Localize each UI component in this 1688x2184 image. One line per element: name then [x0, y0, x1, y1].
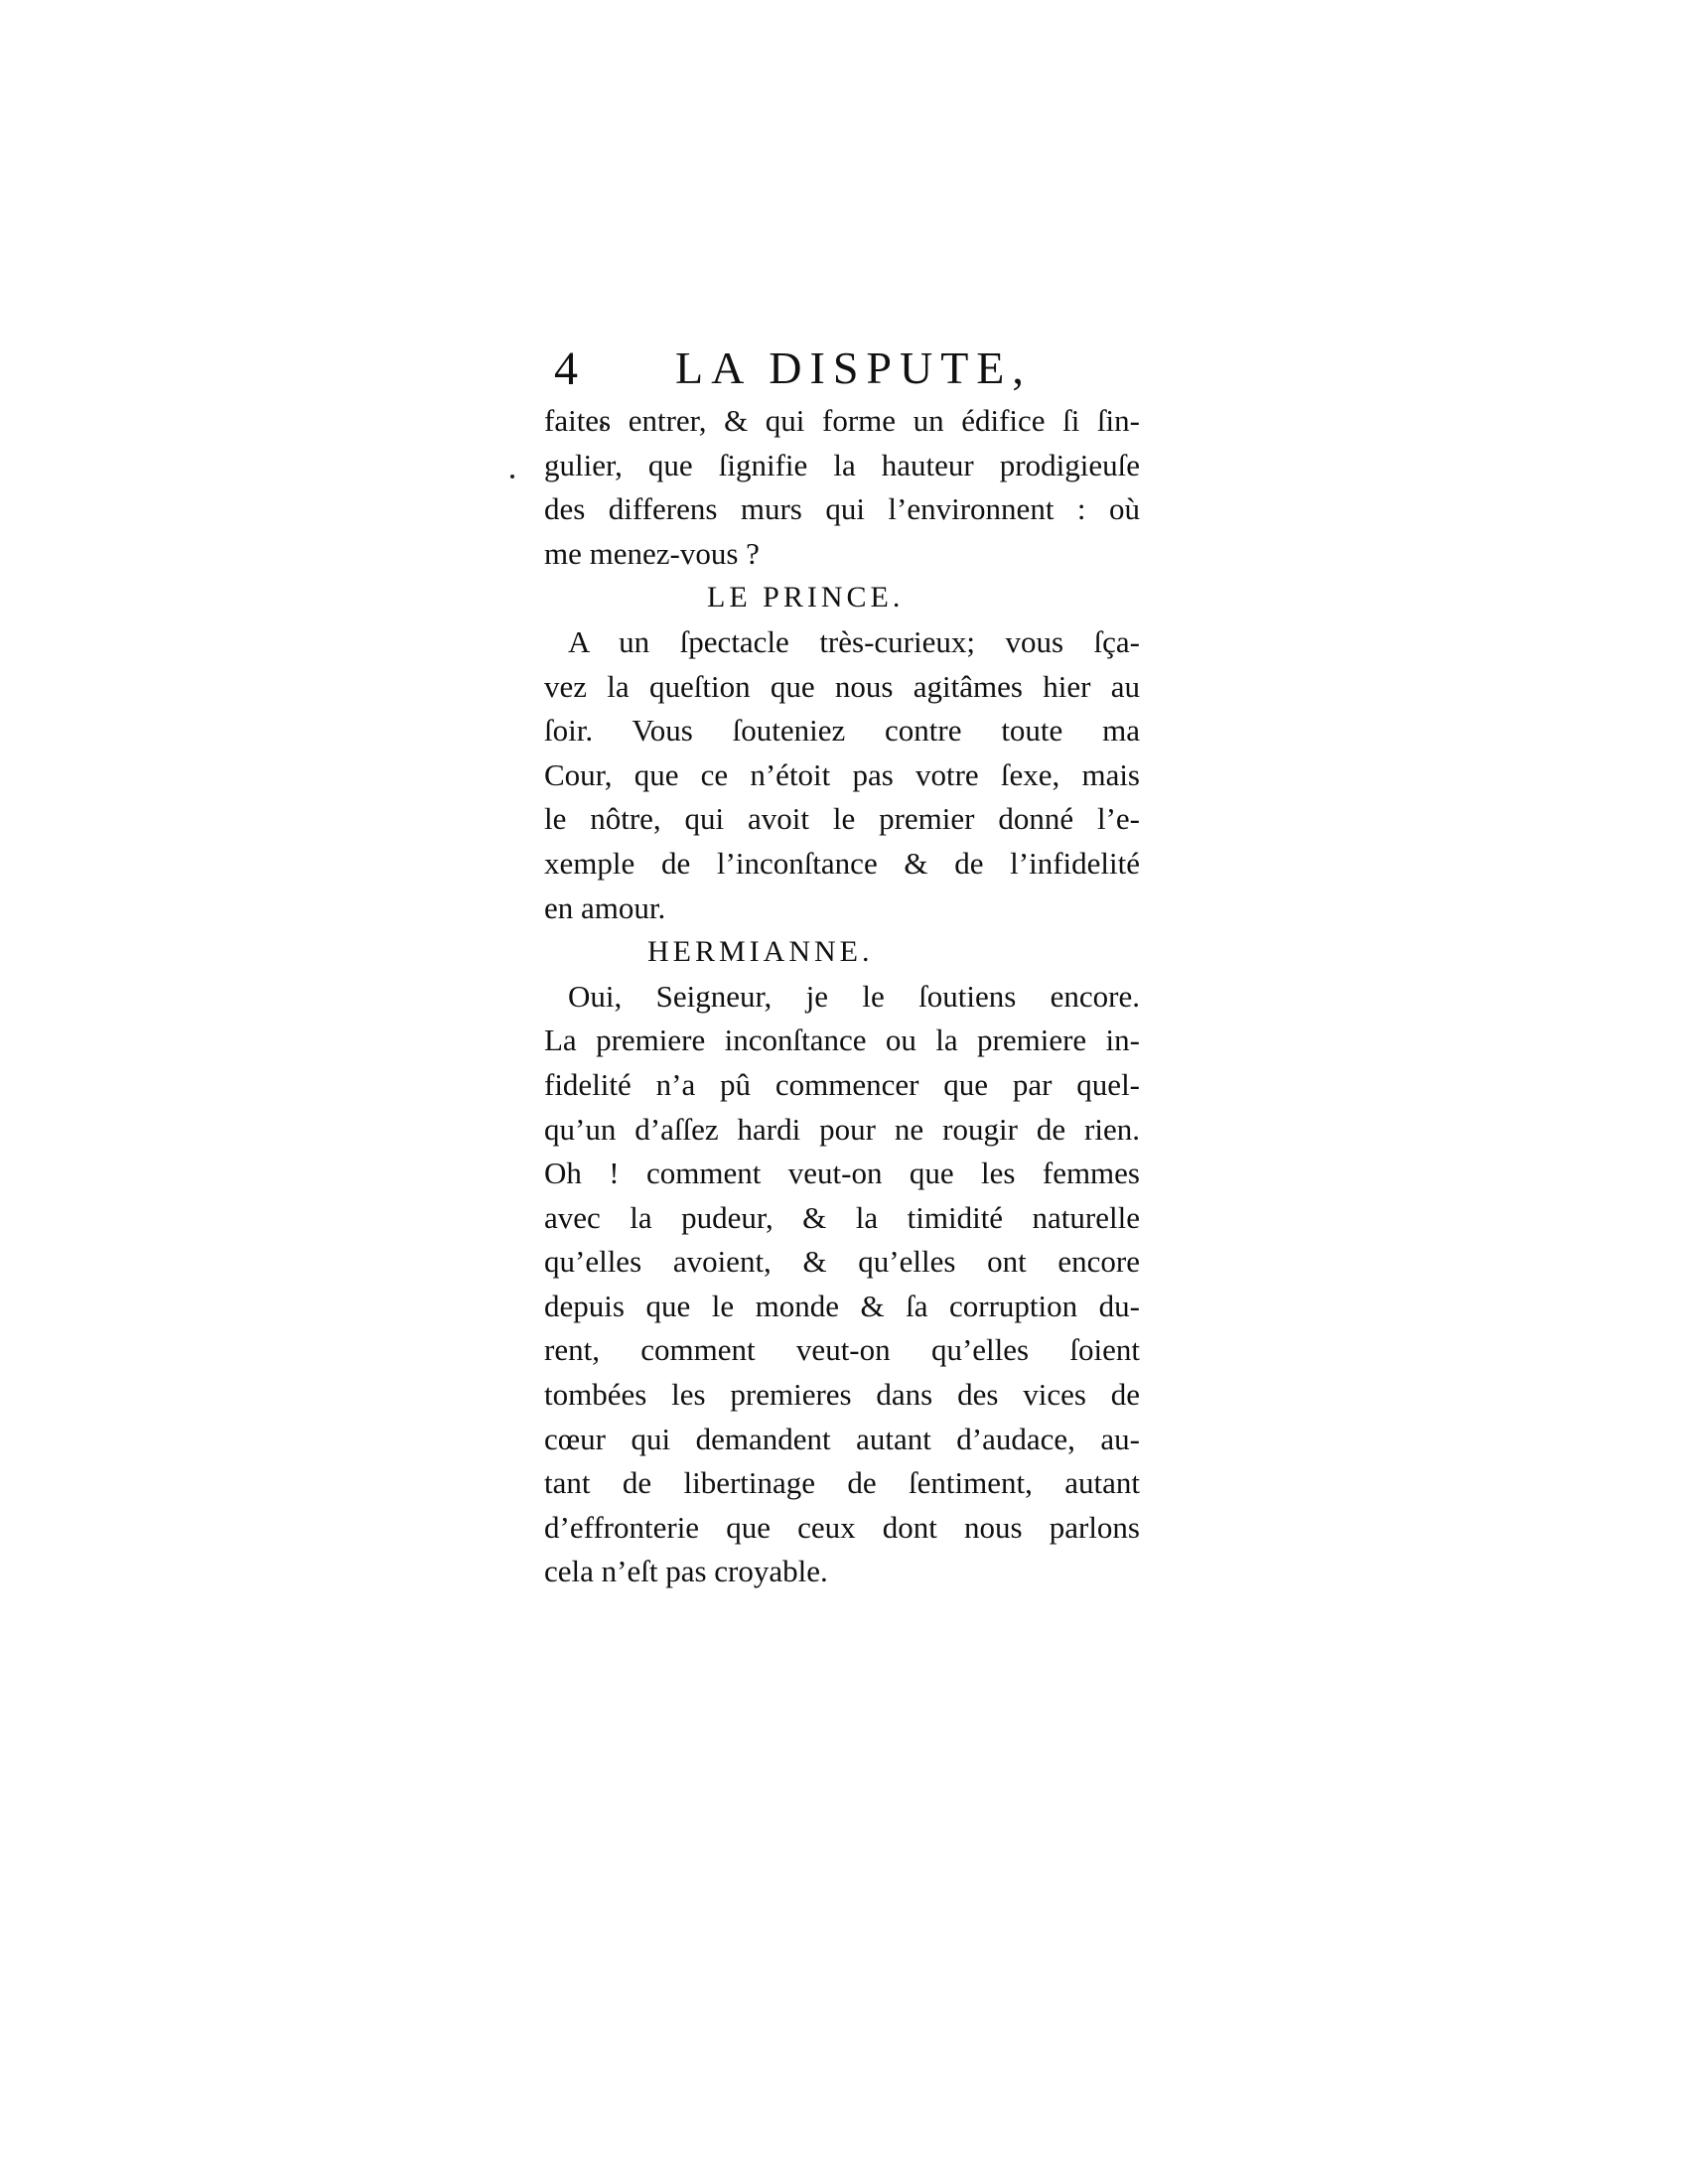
- text-line: d’effronterie que ceux dont nous parlons: [544, 1509, 1140, 1545]
- speaker-heading-hermianne: HERMIANNE.: [647, 935, 874, 969]
- text-line: rent, comment veut-on qu’elles ſoient: [544, 1332, 1140, 1368]
- text-line: faites entrer, & qui forme un édifice ſi ſin-: [544, 403, 1140, 438]
- text-line: ſoir. Vous ſouteniez contre toute ma: [544, 713, 1140, 749]
- text-line: gulier, que ſignifie la hauteur prodigieuſe: [544, 447, 1140, 482]
- page-text: [544, 334, 1140, 1594]
- opening-paragraph: [544, 399, 1140, 576]
- text-line: qu’un d’aſſez hardi pour ne rougir de rien.: [544, 1111, 1140, 1147]
- hermianne-speech: [544, 975, 1140, 1594]
- text-line: A un ſpectacle très-curieux; vous ſça-: [568, 623, 1140, 659]
- text-line: xemple de l’inconſtance & de l’infidelité: [544, 845, 1140, 881]
- text-line: tant de libertinage de ſentiment, autant: [544, 1465, 1140, 1501]
- text-line: Oh ! comment veut-on que les femmes: [544, 1156, 1140, 1191]
- text-line: le nôtre, qui avoit le premier donné l’e-: [544, 801, 1140, 837]
- prince-speech: [544, 620, 1140, 930]
- text-line: La premiere inconſtance ou la premiere in-: [544, 1023, 1140, 1058]
- running-head: [544, 334, 1140, 399]
- text-line: cela n’eſt pas croyable.: [544, 1554, 828, 1589]
- text-line: qu’elles avoient, & qu’elles ont encore: [544, 1244, 1140, 1280]
- text-line: fidelité n’a pû commencer que par quel-: [544, 1066, 1140, 1102]
- page-number: 4: [554, 342, 586, 395]
- ink-speck: [510, 475, 514, 478]
- text-line: avec la pudeur, & la timidité naturelle: [544, 1199, 1140, 1235]
- text-line: Oui, Seigneur, je le ſoutiens encore.: [568, 978, 1140, 1014]
- text-line: Cour, que ce n’étoit pas votre ſexe, mais: [544, 756, 1140, 792]
- text-line: vez la queſtion que nous agitâmes hier au: [544, 668, 1140, 704]
- text-line: des differens murs qui l’environnent : où: [544, 491, 1140, 527]
- text-line: tombées les premieres dans des vices de: [544, 1377, 1140, 1413]
- running-title: LA DISPUTE,: [675, 342, 1032, 393]
- text-line: en amour.: [544, 889, 666, 925]
- text-line: me menez-vous ?: [544, 535, 760, 571]
- speaker-heading-prince: LE PRINCE.: [707, 581, 905, 614]
- text-line: depuis que le monde & ſa corruption du-: [544, 1288, 1140, 1323]
- text-line: cœur qui demandent autant d’audace, au-: [544, 1421, 1140, 1456]
